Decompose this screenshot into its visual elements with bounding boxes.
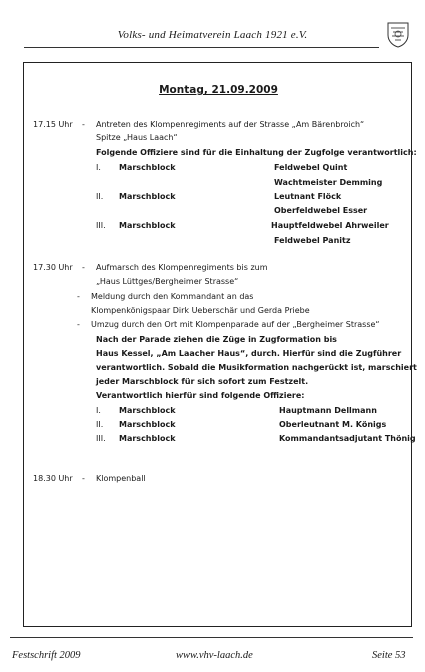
header-title: Volks- und Heimatverein Laach 1921 e.V. [117, 29, 308, 41]
block1-row-officer: Hauptfeldwebel Ahrweiler [271, 221, 389, 230]
dash: - [82, 263, 85, 272]
dash: - [82, 474, 85, 483]
block3-line1: Klompenball [96, 474, 146, 483]
block1-line2: Spitze „Haus Laach“ [96, 133, 178, 142]
block1-row-officer: Oberfeldwebel Esser [274, 206, 368, 215]
block2-row-num: II. [96, 420, 104, 429]
block2-row-officer: Hauptmann Dellmann [279, 406, 377, 415]
dash: - [77, 292, 80, 301]
page-heading: Montag, 21.09.2009 [159, 84, 278, 96]
block2-row-label: Marschblock [119, 406, 176, 415]
block2-line2: „Haus Lüttges/Bergheimer Strasse“ [96, 277, 239, 286]
block2-line4: Klompenkönigspaar Dirk Ueberschär und Gerda Priebe [91, 306, 310, 315]
block1-row-officer: Leutnant Flöck [274, 192, 342, 201]
footer-website: www.vhv-laach.de [176, 650, 253, 661]
footer-page-number: Seite 53 [372, 650, 406, 661]
block2-row-num: III. [96, 434, 106, 443]
block1-row-label: Marschblock [119, 221, 176, 230]
footer-rule [10, 637, 413, 638]
block2-para: Haus Kessel, „Am Laacher Haus“, durch. Hierfür sind die Zugführer [96, 349, 402, 358]
block2-para: jeder Marschblock für sich sofort zum Festzelt. [96, 377, 309, 386]
footer-left: Festschrift 2009 [12, 650, 81, 661]
block2-line1: Aufmarsch des Klompenregiments bis zum [96, 263, 268, 272]
block1-row-officer: Feldwebel Panitz [274, 236, 351, 245]
block2-row-num: I. [96, 406, 101, 415]
block2-row-officer: Kommandantsadjutant Thönig [279, 434, 416, 443]
block1-row-label: Marschblock [119, 192, 176, 201]
block2-para: Nach der Parade ziehen die Züge in Zugformation bis [96, 335, 337, 344]
crest-icon [387, 22, 409, 48]
time-1715: 17.15 Uhr [33, 120, 73, 129]
block2-row-label: Marschblock [119, 420, 176, 429]
time-1830: 18.30 Uhr [33, 474, 73, 483]
block1-row-officer: Wachtmeister Demming [274, 178, 383, 187]
header-rule [24, 47, 379, 48]
block2-para: verantwortlich. Sobald die Musikformation nachgerückt ist, marschiert [96, 363, 417, 372]
block1-line1: Antreten des Klompenregiments auf der Strasse „Am Bärenbroich“ [96, 120, 365, 129]
block2-row-officer: Oberleutnant M. Königs [279, 420, 387, 429]
block1-row-label: Marschblock [119, 163, 176, 172]
block2-line3: Meldung durch den Kommandant an das [91, 292, 254, 301]
dash: - [77, 320, 80, 329]
time-1730: 17.30 Uhr [33, 263, 73, 272]
block2-line5: Umzug durch den Ort mit Klompenparade auf der „Bergheimer Strasse“ [91, 320, 380, 329]
block1-officers-intro: Folgende Offiziere sind für die Einhaltung der Zugfolge verantwortlich: [96, 148, 417, 157]
block1-row-num: I. [96, 163, 101, 172]
block1-row-num: III. [96, 221, 106, 230]
block1-row-num: II. [96, 192, 104, 201]
block1-row-officer: Feldwebel Quint [274, 163, 348, 172]
dash: - [82, 120, 85, 129]
block2-row-label: Marschblock [119, 434, 176, 443]
block2-para: Verantwortlich hierfür sind folgende Offiziere: [96, 391, 305, 400]
